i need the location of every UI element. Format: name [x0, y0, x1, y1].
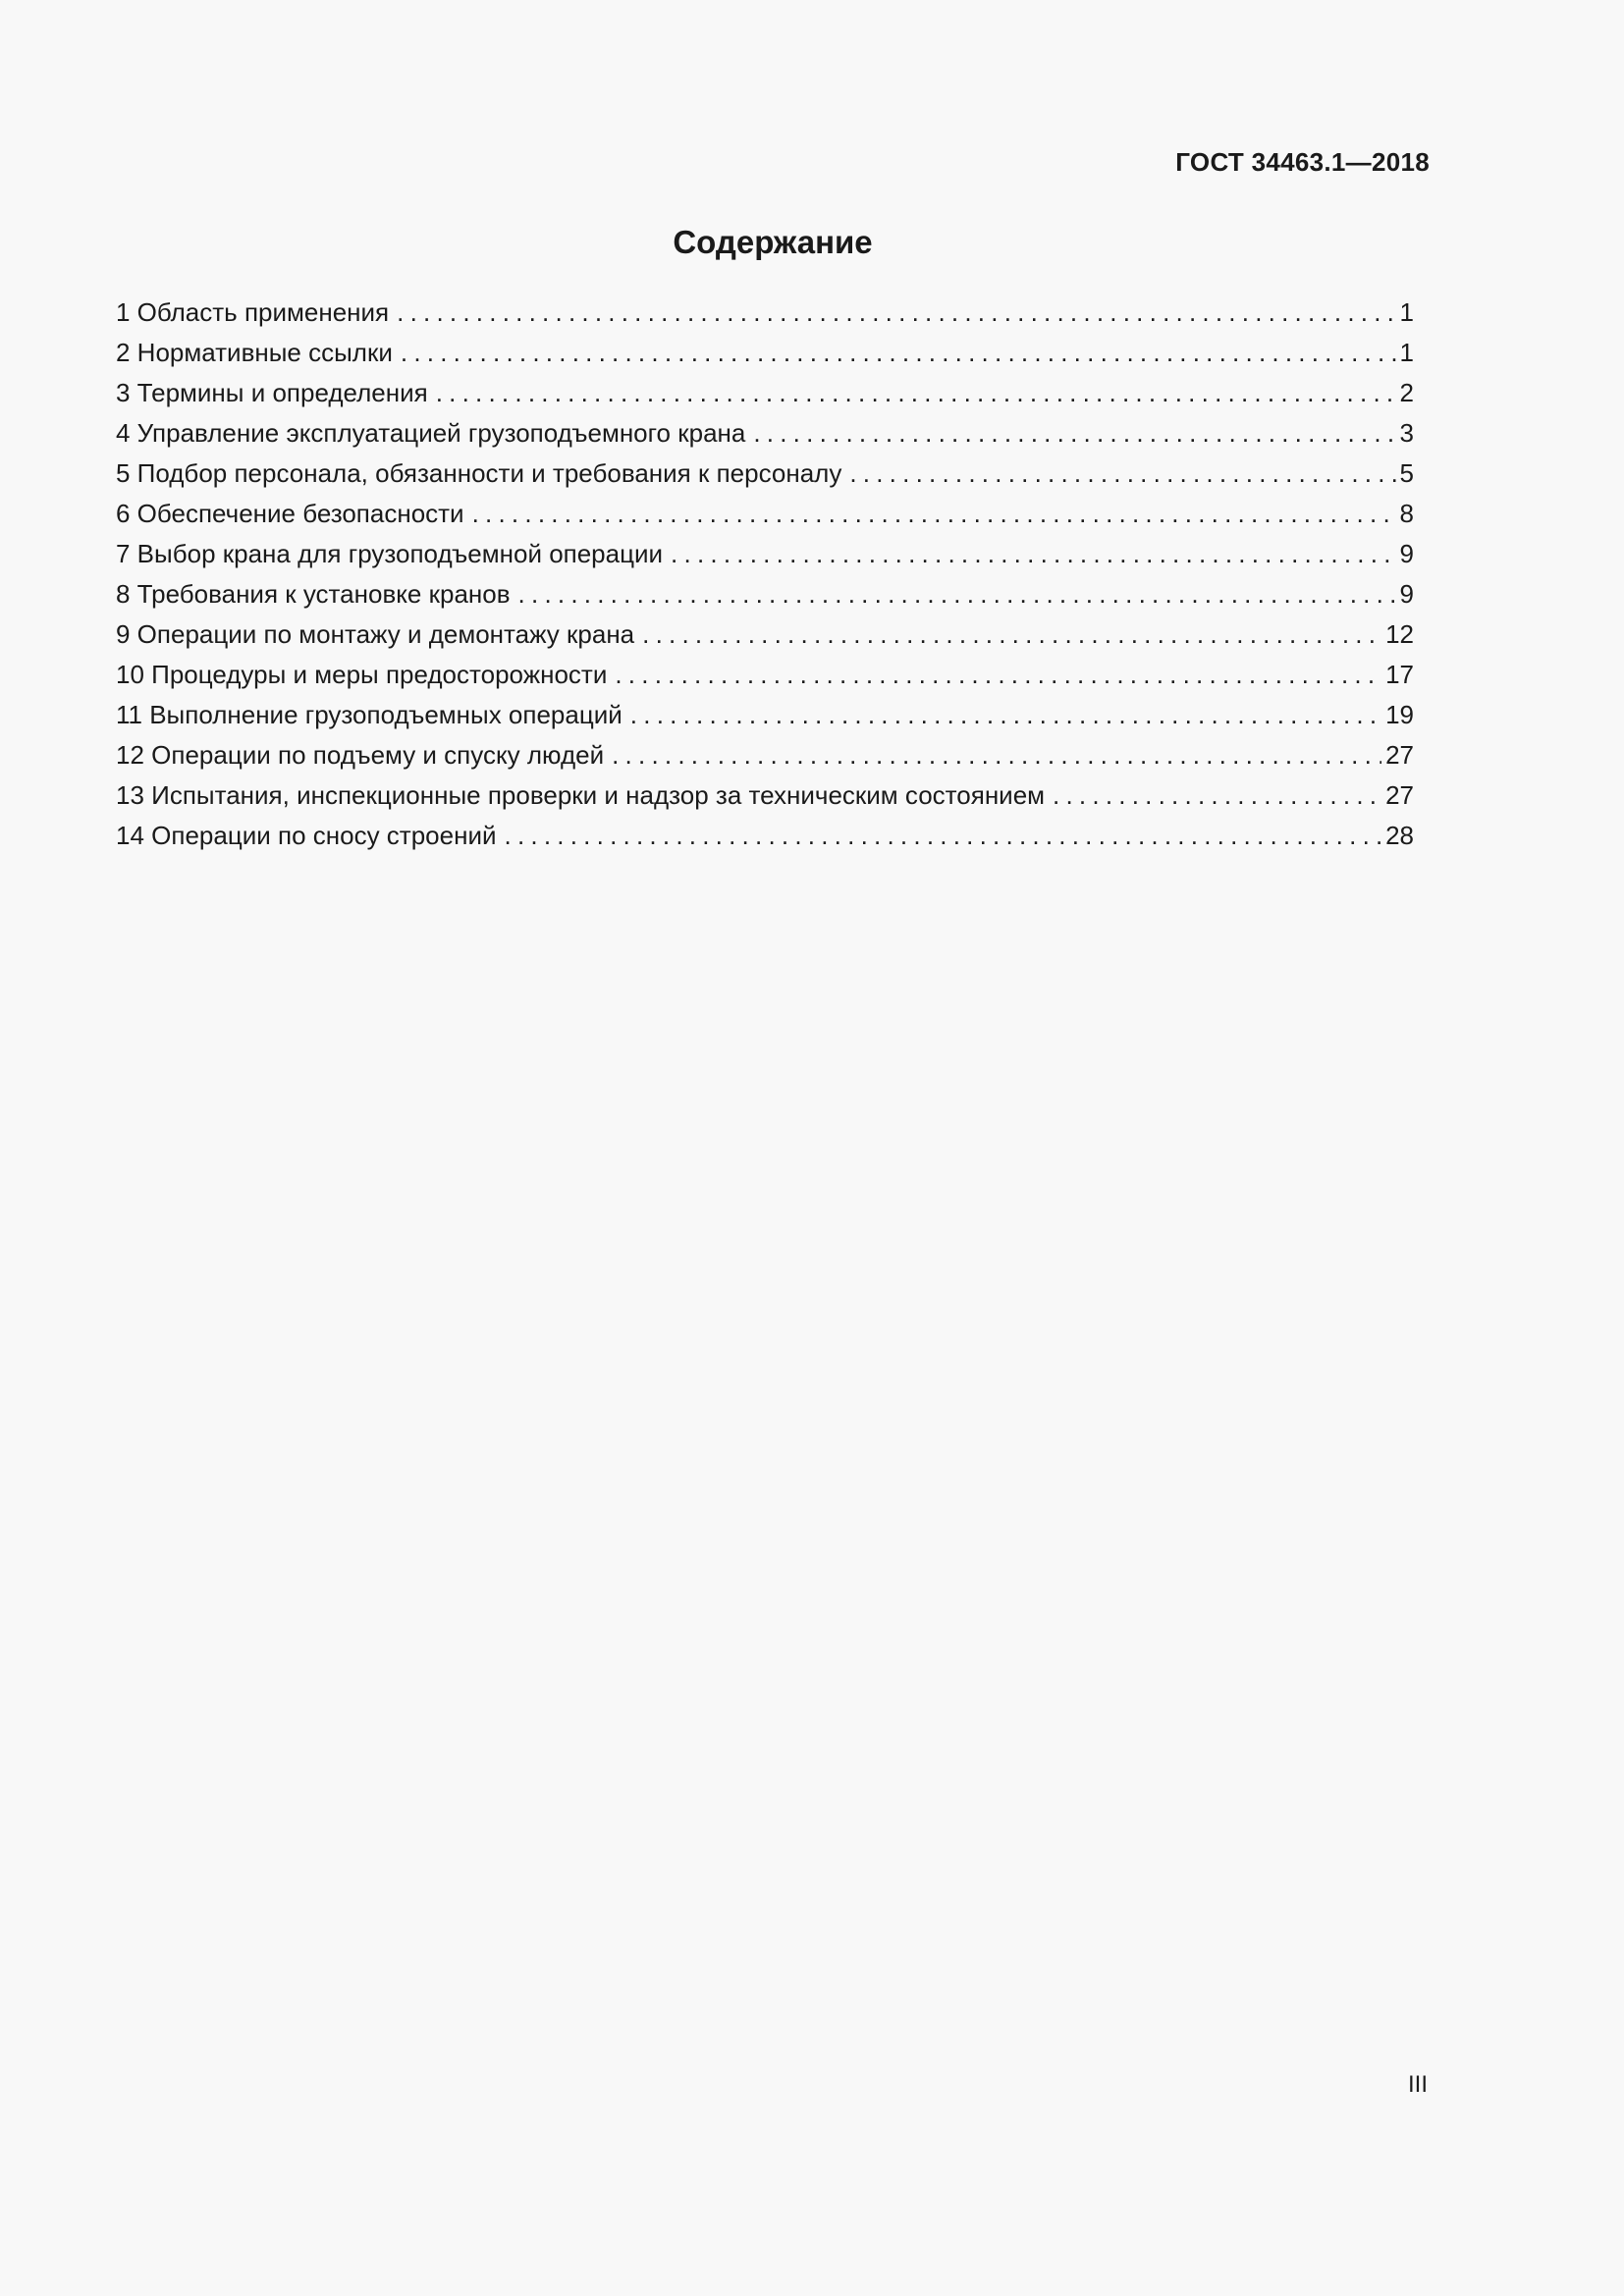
page-title: Содержание: [673, 224, 873, 260]
dot-leader: [642, 614, 1381, 655]
toc-entry[interactable]: [116, 454, 1414, 494]
document-code: ГОСТ 34463.1—2018: [1175, 147, 1430, 177]
dot-leader: [518, 574, 1396, 614]
toc-entry-page: 9: [1399, 579, 1414, 609]
dot-leader: [849, 454, 1395, 494]
toc-entry[interactable]: [116, 655, 1414, 695]
toc-entry-page: 8: [1399, 499, 1414, 528]
toc-entry-title: 7 Выбор крана для грузоподъемной операции: [116, 539, 664, 568]
toc-entry-page: 27: [1385, 780, 1414, 810]
dot-leader: [472, 494, 1396, 534]
toc-entry-title: 11 Выполнение грузоподъемных операций: [116, 700, 623, 729]
toc-entry[interactable]: [116, 333, 1414, 373]
toc-entry-page: 1: [1399, 338, 1414, 367]
toc-entry-title: 10 Процедуры и меры предосторожности: [116, 660, 608, 689]
dot-leader: [397, 293, 1395, 333]
toc-entry[interactable]: [116, 413, 1414, 454]
dot-leader: [753, 413, 1395, 454]
toc-entry[interactable]: [116, 735, 1414, 775]
toc-entry-title: 6 Обеспечение безопасности: [116, 499, 464, 528]
toc-entry[interactable]: [116, 695, 1414, 735]
toc-entry-page: 2: [1399, 378, 1414, 407]
toc-entry-page: 12: [1385, 619, 1414, 649]
toc-entry[interactable]: [116, 614, 1414, 655]
toc-entry-title: 8 Требования к установке кранов: [116, 579, 511, 609]
toc-entry[interactable]: [116, 816, 1414, 856]
toc-entry-title: 12 Операции по подъему и спуску людей: [116, 740, 605, 770]
dot-leader: [671, 534, 1395, 574]
dot-leader: [505, 816, 1382, 856]
toc-entry-page: 1: [1399, 297, 1414, 327]
page-number: III: [1407, 2071, 1428, 2098]
toc-entry-page: 19: [1385, 700, 1414, 729]
toc-entry[interactable]: [116, 373, 1414, 413]
dot-leader: [1053, 775, 1381, 816]
dot-leader: [401, 333, 1396, 373]
toc-entry-title: 1 Область применения: [116, 297, 390, 327]
toc-entry[interactable]: [116, 775, 1414, 816]
toc-entry[interactable]: [116, 494, 1414, 534]
toc-entry-page: 28: [1385, 821, 1414, 850]
toc-entry-page: 27: [1385, 740, 1414, 770]
toc-entry[interactable]: [116, 534, 1414, 574]
toc-entry-title: 3 Термины и определения: [116, 378, 428, 407]
toc-entry-title: 13 Испытания, инспекционные проверки и надзор за техническим состоянием: [116, 780, 1046, 810]
dot-leader: [630, 695, 1381, 735]
toc-entry-title: 14 Операции по сносу строений: [116, 821, 497, 850]
toc-entry-title: 5 Подбор персонала, обязанности и требования к персоналу: [116, 458, 842, 488]
toc-entry-title: 9 Операции по монтажу и демонтажу крана: [116, 619, 635, 649]
toc-entry-title: 2 Нормативные ссылки: [116, 338, 393, 367]
dot-leader: [436, 373, 1396, 413]
dot-leader: [612, 735, 1381, 775]
toc-entry-page: 3: [1399, 418, 1414, 448]
toc-entry-title: 4 Управление эксплуатацией грузоподъемного крана: [116, 418, 746, 448]
toc-entry-page: 5: [1399, 458, 1414, 488]
table-of-contents: [116, 293, 1414, 856]
toc-entry-page: 9: [1399, 539, 1414, 568]
toc-entry-page: 17: [1385, 660, 1414, 689]
toc-entry[interactable]: [116, 574, 1414, 614]
toc-entry[interactable]: [116, 293, 1414, 333]
dot-leader: [615, 655, 1381, 695]
